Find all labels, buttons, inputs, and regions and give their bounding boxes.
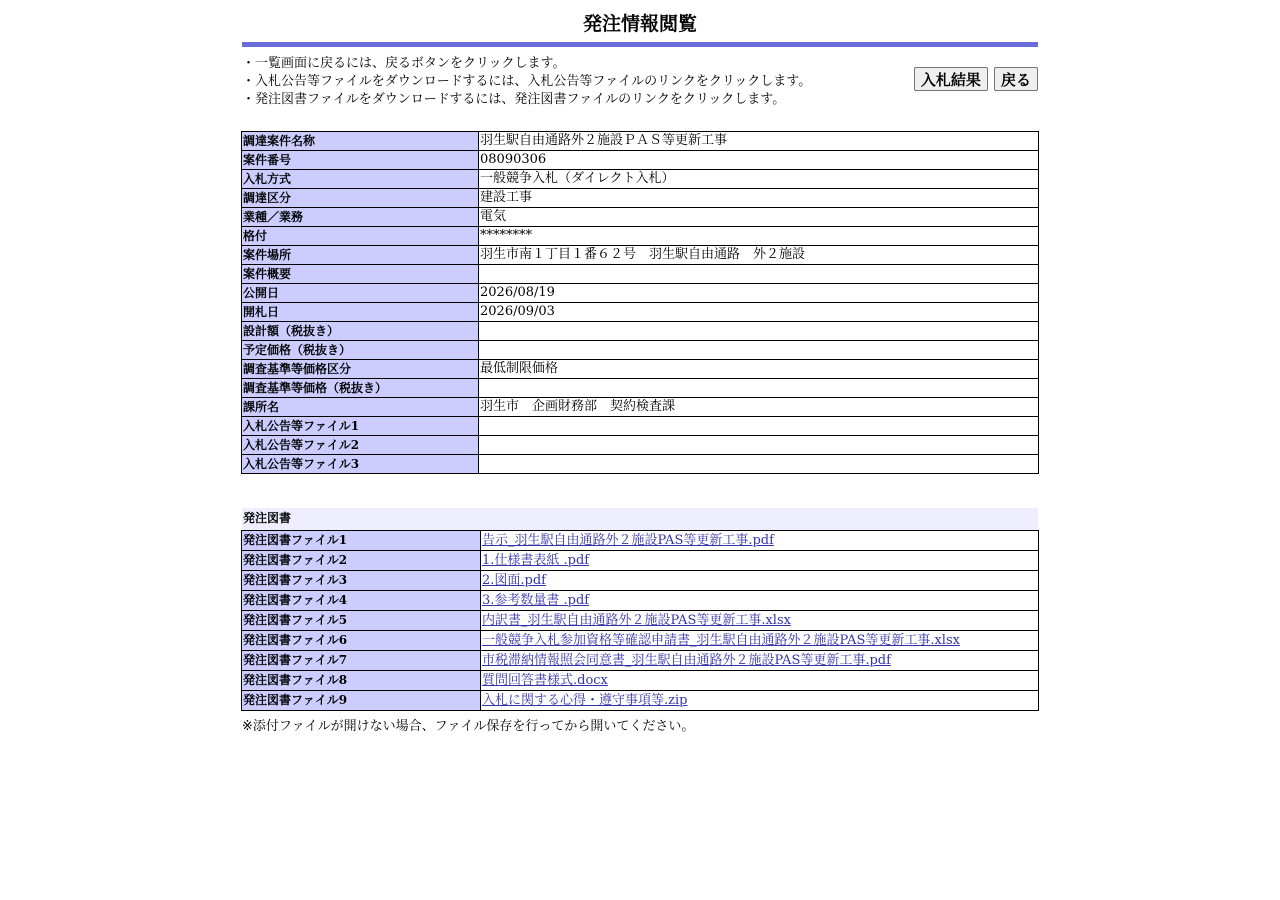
detail-value: [479, 322, 1039, 341]
detail-row: [242, 227, 1039, 246]
detail-row: [242, 322, 1039, 341]
attachment-note: ※添付ファイルが開けない場合、ファイル保存を行ってから開いてください。: [242, 719, 695, 734]
order-documents-heading: 発注図書: [242, 508, 1038, 530]
detail-row: [242, 246, 1039, 265]
detail-label: 調達区分: [242, 189, 479, 208]
detail-label: 業種／業務: [242, 208, 479, 227]
detail-row: [242, 455, 1039, 474]
file-download-link[interactable]: 2.図面.pdf: [482, 573, 546, 588]
detail-value: 一般競争入札（ダイレクト入札）: [479, 170, 1039, 189]
detail-label: 入札公告等ファイル2: [242, 436, 479, 455]
file-link-cell: [481, 551, 1039, 571]
instruction-notice-files: ・入札公告等ファイルをダウンロードするには、入札公告等ファイルのリンクをクリックします。: [242, 74, 812, 89]
file-label: 発注図書ファイル7: [242, 651, 481, 671]
file-row: [242, 571, 1039, 591]
order-documents-table: [241, 530, 1039, 711]
file-label: 発注図書ファイル6: [242, 631, 481, 651]
file-download-link[interactable]: 入札に関する心得・遵守事項等.zip: [482, 693, 688, 708]
file-label: 発注図書ファイル5: [242, 611, 481, 631]
file-label: 発注図書ファイル9: [242, 691, 481, 711]
detail-value: 羽生市南１丁目１番６２号 羽生駅自由通路 外２施設: [479, 246, 1039, 265]
file-link-cell: [481, 611, 1039, 631]
detail-value: [479, 265, 1039, 284]
file-row: [242, 651, 1039, 671]
detail-row: [242, 398, 1039, 417]
file-download-link[interactable]: 1.仕様書表紙 .pdf: [482, 553, 590, 568]
file-link-cell: [481, 531, 1039, 551]
file-download-link[interactable]: 3.参考数量書 .pdf: [482, 593, 590, 608]
detail-row: [242, 132, 1039, 151]
file-label: 発注図書ファイル8: [242, 671, 481, 691]
file-link-cell: [481, 631, 1039, 651]
file-row: [242, 551, 1039, 571]
detail-value: 2026/08/19: [479, 284, 1039, 303]
detail-label: 調達案件名称: [242, 132, 479, 151]
instruction-order-files: ・発注図書ファイルをダウンロードするには、発注図書ファイルのリンクをクリックします。: [242, 92, 786, 107]
file-download-link[interactable]: 質問回答書様式.docx: [482, 673, 608, 688]
detail-row: [242, 265, 1039, 284]
file-row: [242, 531, 1039, 551]
detail-label: 入札公告等ファイル1: [242, 417, 479, 436]
detail-value: [479, 379, 1039, 398]
page-container: [242, 0, 1038, 734]
file-download-link[interactable]: 一般競争入札参加資格等確認申請書_羽生駅自由通路外２施設PAS等更新工事.xlsx: [482, 633, 960, 648]
file-label: 発注図書ファイル4: [242, 591, 481, 611]
detail-row: [242, 436, 1039, 455]
detail-value: 2026/09/03: [479, 303, 1039, 322]
detail-value: 最低制限価格: [479, 360, 1039, 379]
detail-value: 建設工事: [479, 189, 1039, 208]
detail-row: [242, 170, 1039, 189]
detail-label: 開札日: [242, 303, 479, 322]
detail-label: 公開日: [242, 284, 479, 303]
detail-value: [479, 455, 1039, 474]
detail-value: 電気: [479, 208, 1039, 227]
order-details-table: [241, 131, 1039, 474]
file-link-cell: [481, 571, 1039, 591]
file-row: [242, 691, 1039, 711]
bid-results-button[interactable]: 入札結果: [914, 67, 988, 91]
detail-value: [479, 341, 1039, 360]
file-link-cell: [481, 651, 1039, 671]
instructions-area: [242, 47, 1038, 131]
page-title: 発注情報閲覧: [582, 13, 697, 35]
file-download-link[interactable]: 市税滞納情報照会同意書_羽生駅自由通路外２施設PAS等更新工事.pdf: [482, 653, 891, 668]
detail-row: [242, 208, 1039, 227]
file-label: 発注図書ファイル3: [242, 571, 481, 591]
detail-label: 入札方式: [242, 170, 479, 189]
file-link-cell: [481, 671, 1039, 691]
instruction-list: [242, 55, 811, 109]
detail-label: 案件場所: [242, 246, 479, 265]
detail-row: [242, 284, 1039, 303]
file-link-cell: [481, 591, 1039, 611]
detail-label: 設計額（税抜き）: [242, 322, 479, 341]
detail-label: 入札公告等ファイル3: [242, 455, 479, 474]
file-row: [242, 611, 1039, 631]
detail-label: 案件概要: [242, 265, 479, 284]
detail-row: [242, 379, 1039, 398]
detail-label: 予定価格（税抜き）: [242, 341, 479, 360]
file-download-link[interactable]: 内訳書_羽生駅自由通路外２施設PAS等更新工事.xlsx: [482, 613, 791, 628]
file-link-cell: [481, 691, 1039, 711]
detail-label: 格付: [242, 227, 479, 246]
detail-row: [242, 341, 1039, 360]
file-row: [242, 671, 1039, 691]
file-row: [242, 591, 1039, 611]
detail-label: 調査基準等価格区分: [242, 360, 479, 379]
detail-label: 案件番号: [242, 151, 479, 170]
detail-value: [479, 417, 1039, 436]
detail-row: [242, 189, 1039, 208]
detail-label: 調査基準等価格（税抜き）: [242, 379, 479, 398]
detail-value: 08090306: [479, 151, 1039, 170]
file-download-link[interactable]: 告示_羽生駅自由通路外２施設PAS等更新工事.pdf: [482, 533, 774, 548]
detail-value: [479, 436, 1039, 455]
back-button[interactable]: 戻る: [994, 67, 1038, 91]
detail-label: 課所名: [242, 398, 479, 417]
detail-row: [242, 417, 1039, 436]
file-row: [242, 631, 1039, 651]
file-label: 発注図書ファイル1: [242, 531, 481, 551]
instruction-back: ・一覧画面に戻るには、戻るボタンをクリックします。: [242, 56, 566, 71]
file-label: 発注図書ファイル2: [242, 551, 481, 571]
detail-value: 羽生駅自由通路外２施設ＰＡＳ等更新工事: [479, 132, 1039, 151]
action-buttons: [913, 67, 1038, 91]
section-spacer: [242, 474, 1038, 508]
detail-row: [242, 151, 1039, 170]
detail-row: [242, 360, 1039, 379]
detail-value: ********: [479, 227, 1039, 246]
detail-row: [242, 303, 1039, 322]
detail-value: 羽生市 企画財務部 契約検査課: [479, 398, 1039, 417]
